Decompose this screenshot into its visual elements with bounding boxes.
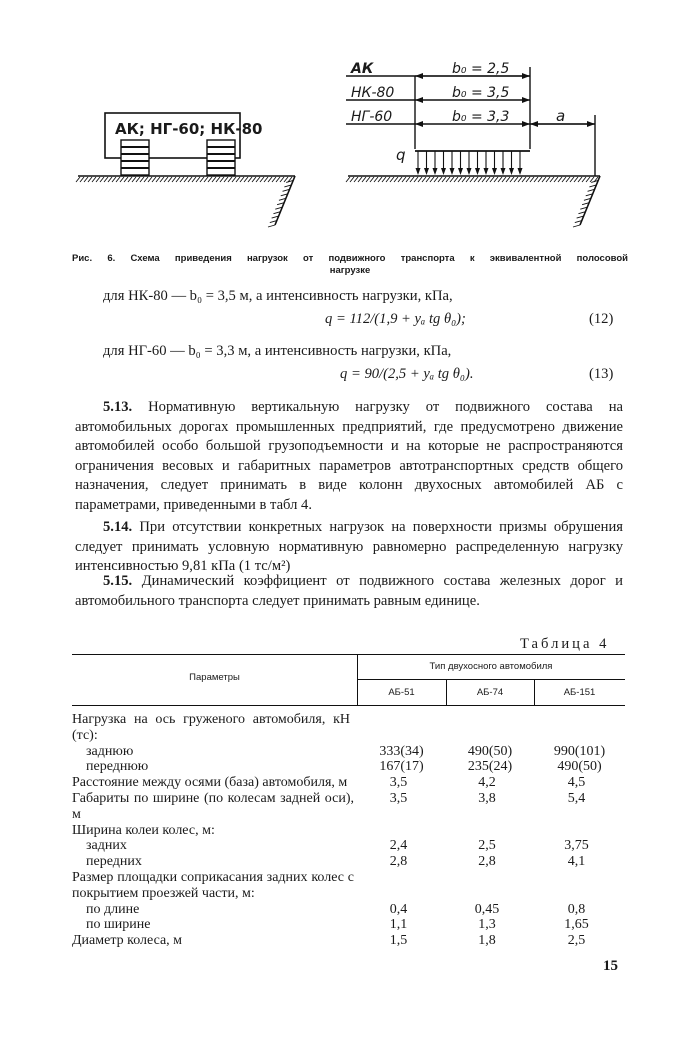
cell-ab151: 990(101) xyxy=(553,743,606,759)
cell-ab74: 4,2 xyxy=(478,775,496,791)
load-arrow-head xyxy=(416,168,421,175)
row-label: Нагрузка на ось груженого автомобиля, кН (тс): xyxy=(72,712,350,743)
table-row xyxy=(72,744,625,760)
load-arrow-head xyxy=(518,168,523,175)
cell-ab151: 5,4 xyxy=(567,790,586,806)
row-b-ak: b₀ = 2,5 xyxy=(452,61,510,77)
cell-ab151: 1,65 xyxy=(564,917,589,933)
paragraph-5-15 xyxy=(75,572,623,611)
table-header xyxy=(72,654,625,706)
cell-ab151: 3,75 xyxy=(564,838,589,854)
paragraph-5-13 xyxy=(75,398,623,515)
cell-ab51: 167(17) xyxy=(379,759,424,775)
page-number: 15 xyxy=(603,958,618,974)
cell-ab74: 0,45 xyxy=(474,901,500,917)
load-arrows xyxy=(416,151,523,175)
formula-13-number: (13) xyxy=(589,366,614,382)
table-row xyxy=(72,933,625,949)
table-row xyxy=(72,870,625,902)
row-label: передних xyxy=(86,854,142,870)
load-arrow-head xyxy=(501,168,506,175)
row-label: задних xyxy=(86,838,127,854)
table-row xyxy=(72,917,625,933)
load-arrow-head xyxy=(467,168,472,175)
table-row xyxy=(72,854,625,870)
table-body xyxy=(72,712,625,949)
row-b-ng60: b₀ = 3,3 xyxy=(452,109,510,125)
left-load-label: АК; НГ-60; НК-80 xyxy=(115,120,263,138)
row-label: Расстояние между осями (база) автомобиля, м xyxy=(72,775,348,791)
paragraph-5-15-text: Динамический коэффициент от подвижного состава железных дорог и автомобильного транспорта следует принимать равным единице. xyxy=(75,573,623,609)
row-label: Ширина колеи колес, м: xyxy=(72,822,215,838)
row-label: Габариты по ширине (по колесам задней оси), м xyxy=(72,790,354,822)
load-arrow-head xyxy=(450,168,455,175)
row-label: по длине xyxy=(86,901,140,917)
row-label-ng60: НГ-60 xyxy=(351,109,393,125)
cell-ab74: 1,3 xyxy=(478,917,496,933)
figure-caption-line2: нагрузке xyxy=(329,265,371,276)
cell-ab74: 1,8 xyxy=(478,933,496,949)
load-arrow-head xyxy=(484,168,489,175)
cell-ab74: 2,5 xyxy=(478,838,496,854)
paragraph-5-13-number: 5.13. xyxy=(103,399,133,415)
table-row xyxy=(72,902,625,918)
formula-12: q = 112/(1,9 + yₐ tg θ₀); xyxy=(325,311,466,327)
cell-ab151: 0,8 xyxy=(567,901,586,917)
load-arrow-head xyxy=(424,168,429,175)
cell-ab51: 3,5 xyxy=(389,790,408,806)
load-arrow-head xyxy=(475,168,480,175)
table-row xyxy=(72,775,625,791)
figure-caption-line1: Рис. 6. Схема приведения нагрузок от подвижного транспорта к эквивалентной полосовой xyxy=(72,253,628,264)
q-label: q xyxy=(396,146,406,164)
cell-ab151: 490(50) xyxy=(557,759,602,775)
load-arrow-head xyxy=(441,168,446,175)
load-arrow-head xyxy=(509,168,514,175)
paragraph-5-14-number: 5.14. xyxy=(103,519,133,535)
header-col-ab51: АБ-51 xyxy=(388,687,415,698)
load-arrow-head xyxy=(492,168,497,175)
formula-ng-intro: для НГ-60 — b₀ = 3,3 м, а интенсивность нагрузки, кПа, xyxy=(103,343,452,359)
header-col-ab151: АБ-151 xyxy=(563,687,596,698)
figure-6-diagram xyxy=(70,55,630,240)
cell-ab51: 1,1 xyxy=(389,917,408,933)
paragraph-5-13-text: Нормативную вертикальную нагрузку от подвижного состава на автомобильных дорогах промышленных предприятий, где предусмотрено движение автомобилей особо большой грузоподъемности и на которые не распространяются ограничения весовых и габаритных параметров автотранспортных средств общего назначения, следует принимать в виде колонн двухосных автомобилей АБ с параметрами, приведенными в табл 4. xyxy=(75,399,623,513)
header-col-ab74: АБ-74 xyxy=(476,687,504,698)
cell-ab151: 2,5 xyxy=(567,933,586,949)
formula-13: q = 90/(2,5 + yₐ tg θ₀). xyxy=(340,366,474,382)
paragraph-5-14-text: При отсутствии конкретных нагрузок на поверхности призмы обрушения следует принимать условную нормативную равномерно распределенную нагрузку интенсивностью 9,81 кПа (1 тс/м²) xyxy=(75,519,623,574)
table-row xyxy=(72,712,625,744)
cell-ab74: 3,8 xyxy=(478,790,496,806)
header-vehicle-type: Тип двухосного автомобиля xyxy=(429,661,553,672)
cell-ab151: 4,1 xyxy=(567,854,586,870)
cell-ab151: 4,5 xyxy=(567,775,586,791)
load-arrow-head xyxy=(433,168,438,175)
cell-ab74: 2,8 xyxy=(478,854,496,870)
formula-12-number: (12) xyxy=(589,311,614,327)
row-label: переднюю xyxy=(86,759,149,775)
table-row xyxy=(72,759,625,775)
load-arrow-head xyxy=(458,168,463,175)
wheel-left xyxy=(121,140,149,175)
header-parameters: Параметры xyxy=(189,672,240,683)
a-dimension-label: a xyxy=(556,107,566,125)
row-label: Размер площадки соприкасания задних колес с покрытием проезжей части, м: xyxy=(72,869,354,901)
table-row xyxy=(72,838,625,854)
cell-ab51: 2,4 xyxy=(389,838,408,854)
cell-ab51: 1,5 xyxy=(389,933,408,949)
row-label-ak: АК xyxy=(351,61,374,77)
row-b-nk80: b₀ = 3,5 xyxy=(452,85,510,101)
table-row xyxy=(72,791,625,823)
cell-ab51: 333(34) xyxy=(379,743,424,759)
row-label: по ширине xyxy=(86,917,151,933)
cell-ab74: 490(50) xyxy=(467,743,513,759)
wheel-right xyxy=(207,140,235,175)
paragraph-5-14 xyxy=(75,518,623,577)
cell-ab51: 0,4 xyxy=(389,901,408,917)
paragraph-5-15-number: 5.15. xyxy=(103,573,133,589)
row-label: заднюю xyxy=(86,743,134,759)
row-label-nk80: НК-80 xyxy=(351,85,395,101)
row-label: Диаметр колеса, м xyxy=(72,933,183,949)
formula-nk-intro: для НК-80 — b₀ = 3,5 м, а интенсивность нагрузки, кПа, xyxy=(103,288,453,304)
cell-ab74: 235(24) xyxy=(467,759,513,775)
figure-caption xyxy=(72,253,628,277)
cell-ab51: 2,8 xyxy=(389,854,408,870)
cell-ab51: 3,5 xyxy=(389,775,408,791)
table-row xyxy=(72,823,625,839)
table-title: Таблица 4 xyxy=(520,636,610,652)
